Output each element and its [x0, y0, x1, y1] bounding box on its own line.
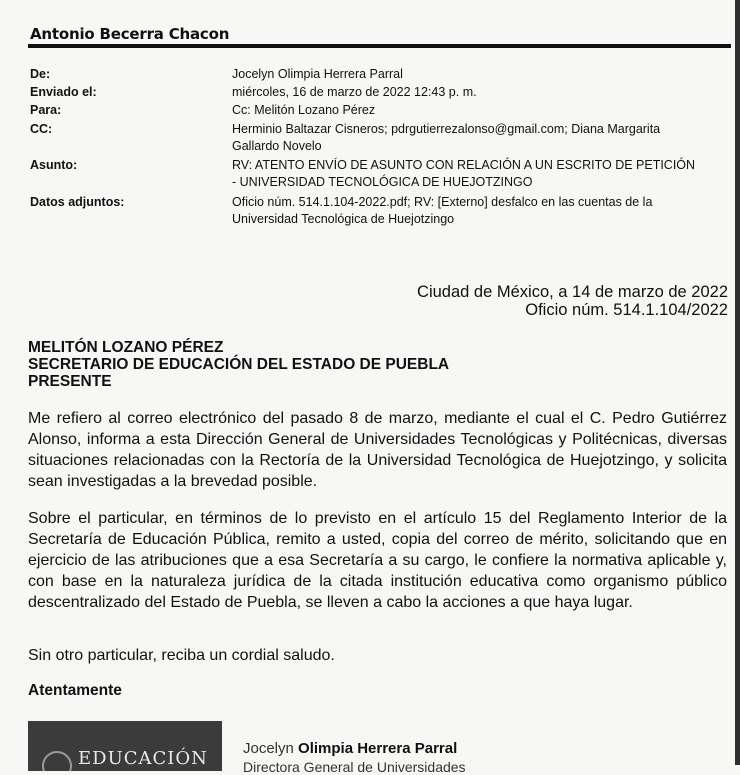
seal-icon: [42, 751, 72, 771]
closing: Atentamente: [28, 682, 122, 699]
attachments-value[interactable]: Oficio núm. 514.1.104-2022.pdf; RV: [Externo] desfalco en las cuentas de la Universidad Tecnológica de Huejotzingo: [232, 195, 653, 226]
signatory-first-name: Jocelyn: [243, 740, 294, 757]
cc-label: CC:: [30, 122, 53, 136]
addressee-name: MELITÓN LOZANO PÉREZ: [28, 339, 224, 356]
signatory-title: Directora General de Universidades: [243, 759, 466, 775]
addressee-present: PRESENTE: [28, 373, 112, 390]
header-rule: [28, 44, 731, 48]
logo-text: EDUCACIÓN: [78, 748, 208, 769]
to-value: Cc: Melitón Lozano Pérez: [232, 103, 376, 117]
office-number: Oficio núm. 514.1.104/2022: [525, 301, 728, 319]
to-label: Para:: [30, 103, 62, 117]
sent-value: miércoles, 16 de marzo de 2022 12:43 p. m.: [232, 85, 477, 99]
subject-label: Asunto:: [30, 158, 78, 172]
paragraph-3: Sin otro particular, reciba un cordial saludo.: [28, 647, 335, 664]
signatory-name: [243, 740, 457, 757]
addressee-title: SECRETARIO DE EDUCACIÓN DEL ESTADO DE PUEBLA: [28, 356, 450, 373]
cc-value: Herminio Baltazar Cisneros; pdrgutierrezalonso@gmail.com; Diana Margarita Gallardo Novelo: [232, 122, 661, 153]
from-value: Jocelyn Olimpia Herrera Parral: [232, 67, 403, 81]
attachments-label: Datos adjuntos:: [30, 195, 125, 209]
sender-name: Antonio Becerra Chacon: [30, 25, 230, 43]
paragraph-2: Sobre el particular, en términos de lo previsto en el artículo 15 del Reglamento Interior de la Secretaría de Educación Pública, remito a usted, copia del correo de mérito, solicitando que en ejercicio de las atribuciones que a esa Secretaría a su cargo, le confiere la normativa aplicable y, con base en la naturaleza jurídica de la citada institución educativa como organismo público descentralizado del Estado de Puebla, se lleven a cabo la acciones a que haya lugar.: [28, 510, 727, 611]
place-date: Ciudad de México, a 14 de marzo de 2022: [417, 283, 728, 301]
paragraph-1: Me refiero al correo electrónico del pasado 8 de marzo, mediante el cual el C. Pedro Gutiérrez Alonso, informa a esta Dirección General de Universidades Tecnológicas y Politécnicas, diversas situaciones relacionadas con la Rectoría de la Universidad Tecnológica de Huejotzingo, y solicita sean investigadas a la brevedad posible.: [28, 410, 727, 490]
from-label: De:: [30, 67, 51, 81]
subject-value: RV: ATENTO ENVÍO DE ASUNTO CON RELACIÓN A UN ESCRITO DE PETICIÓN - UNIVERSIDAD TECNOLÓGICA DE HUEJOTZINGO: [232, 158, 696, 189]
sent-label: Enviado el:: [30, 85, 97, 99]
scan-edge: [735, 0, 740, 765]
education-logo: [28, 721, 222, 771]
signatory-surname: Olimpia Herrera Parral: [298, 740, 458, 757]
